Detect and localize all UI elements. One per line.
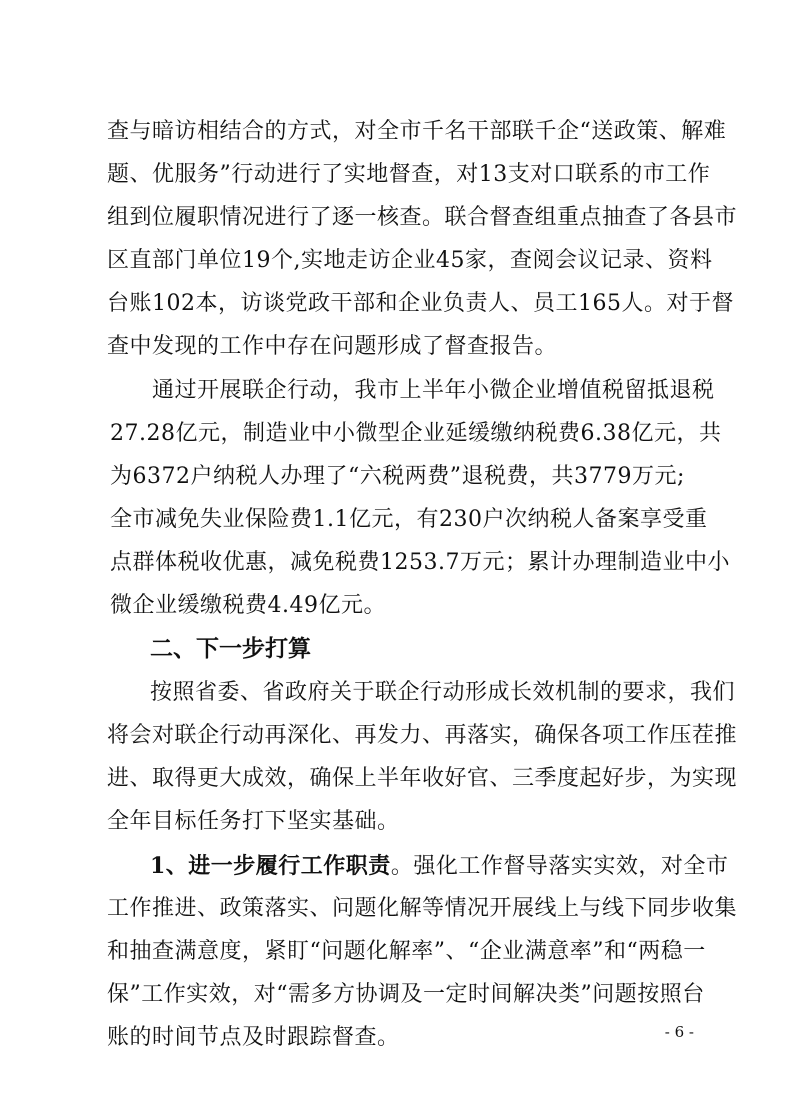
paragraph-4-line-2: 工作推进、政策落实、问题化解等情况开展线上与线下同步收集 — [107, 896, 738, 921]
paragraph-1-line-6: 查中发现的工作中存在问题形成了督查报告。 — [107, 334, 558, 359]
paragraph-1-line-4: 区直部门单位19个,实地走访企业45家，查阅会议记录、资料 — [107, 248, 713, 273]
paragraph-2-line-1: 通过开展联企行动，我市上半年小微企业增值税留抵退税 — [152, 378, 715, 403]
paragraph-1-line-5: 台账102本，访谈党政干部和企业负责人、员工165人。对于督 — [107, 291, 734, 316]
paragraph-2-line-6: 微企业缓缴税费4.49亿元。 — [110, 593, 386, 618]
paragraph-3-line-4: 全年目标任务打下坚实基础。 — [107, 809, 400, 834]
paragraph-2-line-5: 点群体税收优惠，减免税费1253.7万元；累计办理制造业中小 — [110, 550, 730, 575]
paragraph-4-line-1 — [150, 851, 728, 882]
paragraph-4-line-3: 和抽查满意度，紧盯“问题化解率”、“企业满意率”和“两稳一 — [107, 939, 706, 964]
paragraph-2-line-2: 27.28亿元，制造业中小微型企业延缓缴纳税费6.38亿元，共 — [110, 421, 722, 446]
paragraph-4-line-4: 保”工作实效，对“需多方协调及一定时间解决类”问题按照台 — [107, 982, 705, 1007]
paragraph-4-line-5: 账的时间节点及时跟踪督查。 — [107, 1025, 400, 1050]
paragraph-1-line-1: 查与暗访相结合的方式，对全市千名干部联千企“送政策、解难 — [107, 119, 727, 144]
paragraph-3-line-1: 按照省委、省政府关于联企行动形成长效机制的要求，我们 — [150, 680, 736, 705]
page-number: - 6 - — [664, 1023, 694, 1041]
paragraph-2-line-3: 为6372户纳税人办理了“六税两费”退税费，共3779万元; — [110, 464, 685, 489]
paragraph-1-line-2: 题、优服务”行动进行了实地督查，对13支对口联系的市工作 — [107, 162, 711, 187]
paragraph-4-first-line-rest: 。强化工作督导落实实效，对全市 — [390, 854, 729, 879]
paragraph-3-line-3: 进、取得更大成效，确保上半年收好官、三季度起好步，为实现 — [107, 766, 738, 791]
paragraph-2-line-4: 全市减免失业保险费1.1亿元，有230户次纳税人备案享受重 — [110, 507, 708, 532]
section-heading: 二、下一步打算 — [150, 636, 311, 662]
paragraph-1-line-3: 组到位履职情况进行了逐一核查。联合督查组重点抽查了各县市 — [107, 205, 738, 230]
paragraph-3-line-2: 将会对联企行动再深化、再发力、再落实，确保各项工作压茬推 — [107, 723, 738, 748]
paragraph-4-bold-lead: 1、进一步履行工作职责 — [150, 853, 391, 879]
